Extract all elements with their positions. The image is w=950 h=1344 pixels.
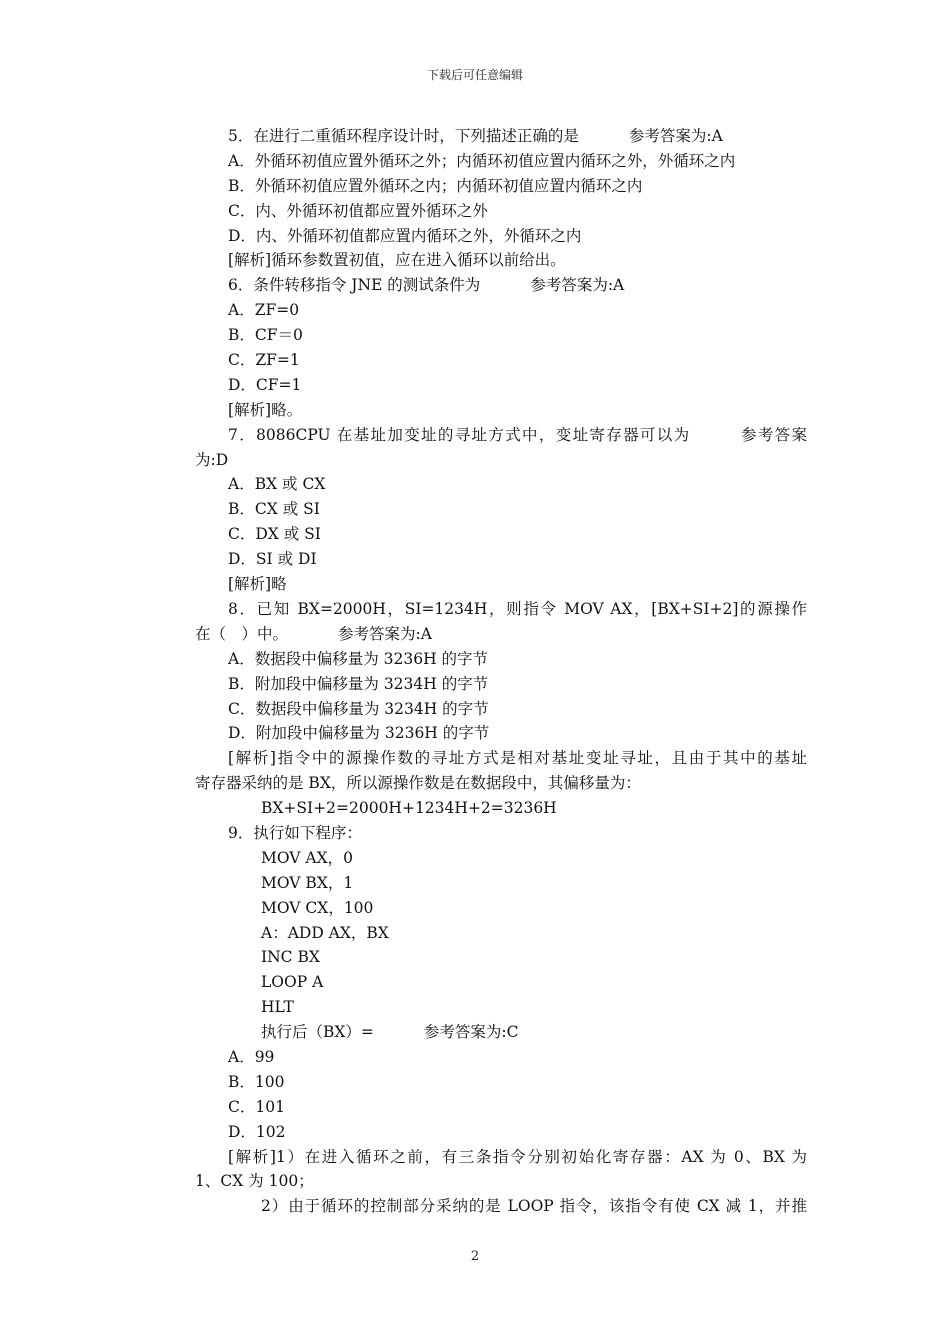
analysis-line: [解析]略 bbox=[228, 575, 287, 594]
option-line: B．CX 或 SI bbox=[228, 500, 320, 519]
option-line: C．内、外循环初值都应置外循环之外 bbox=[228, 201, 488, 220]
question-8-cont bbox=[195, 622, 807, 647]
option-line: C．数据段中偏移量为 3234H 的字节 bbox=[228, 699, 489, 718]
analysis-line: 1、CX 为 100； bbox=[195, 1172, 314, 1191]
option-line: C．DX 或 SI bbox=[228, 525, 321, 544]
code-line: A：ADD AX，BX bbox=[261, 923, 389, 942]
option-line: B．100 bbox=[228, 1072, 285, 1091]
formula-line: BX+SI+2=2000H+1234H+2=3236H bbox=[261, 799, 557, 818]
option-line: A．数据段中偏移量为 3236H 的字节 bbox=[228, 649, 489, 668]
analysis-line: 2）由于循环的控制部分采纳的是 LOOP 指令，该指令有使 CX 减 1，并推 bbox=[261, 1197, 807, 1216]
question-text: 执行后（BX）= bbox=[261, 1023, 374, 1042]
option-line: A．外循环初值应置外循环之外；内循环初值应置内循环之外，外循环之内 bbox=[228, 151, 736, 170]
option-line: D．内、外循环初值都应置内循环之外，外循环之内 bbox=[228, 226, 582, 245]
answer-ref: 参考答案为:C bbox=[423, 1023, 519, 1042]
analysis-line: [解析]循环参数置初值，应在进入循环以前给出。 bbox=[228, 251, 566, 270]
code-line: MOV BX，1 bbox=[261, 873, 354, 892]
option-line: D．CF=1 bbox=[228, 375, 302, 394]
option-line: D．SI 或 DI bbox=[228, 550, 317, 569]
code-line: HLT bbox=[261, 998, 294, 1017]
option-line: B．CF＝0 bbox=[228, 326, 303, 345]
answer-ref: 参考答案为:A bbox=[530, 276, 625, 295]
option-line: B．外循环初值应置外循环之内；内循环初值应置内循环之内 bbox=[228, 176, 643, 195]
code-line: INC BX bbox=[261, 948, 320, 967]
option-line: D．附加段中偏移量为 3236H 的字节 bbox=[228, 724, 490, 743]
analysis-line: [解析]1）在进入循环之前，有三条指令分别初始化寄存器：AX 为 0、BX 为 bbox=[228, 1147, 807, 1166]
code-line: MOV AX，0 bbox=[261, 848, 354, 867]
page-number: 2 bbox=[470, 1249, 480, 1264]
document-body bbox=[195, 124, 807, 1219]
analysis-line: 寄存器采纳的是 BX，所以源操作数是在数据段中，其偏移量为： bbox=[195, 774, 641, 793]
answer-ref: 参考答案为:A bbox=[628, 127, 723, 145]
question-8: 8．已知 BX=2000H，SI=1234H，则指令 MOV AX，[BX+SI+2]的源操作 bbox=[228, 599, 807, 618]
option-line: A．ZF=0 bbox=[228, 301, 300, 320]
option-line: C．ZF=1 bbox=[228, 351, 300, 370]
question-6 bbox=[195, 273, 807, 298]
code-line: MOV CX，100 bbox=[261, 898, 374, 917]
option-line: C．101 bbox=[228, 1097, 285, 1116]
option-line: B．附加段中偏移量为 3234H 的字节 bbox=[228, 674, 489, 693]
analysis-line: [解析]指令中的源操作数的寻址方式是相对基址变址寻址，且由于其中的基址 bbox=[228, 749, 807, 768]
question-7: 7．8086CPU 在基址加变址的寻址方式中，变址寄存器可以为 参考答案 bbox=[228, 425, 807, 444]
question-text: 在（ ）中。 bbox=[195, 624, 289, 643]
question-text: 6．条件转移指令 JNE 的测试条件为 bbox=[228, 276, 481, 295]
code-line: LOOP A bbox=[261, 973, 324, 992]
answer-ref: 参考答案为:A bbox=[338, 624, 432, 643]
analysis-line: [解析]略。 bbox=[228, 400, 303, 419]
option-line: D．102 bbox=[228, 1122, 286, 1141]
question-9-prompt bbox=[195, 1020, 807, 1045]
page-header: 下载后可任意编辑 bbox=[426, 68, 523, 82]
option-line: A．BX 或 CX bbox=[228, 475, 326, 494]
question-9: 9．执行如下程序： bbox=[228, 823, 362, 842]
question-7-cont: 为:D bbox=[195, 450, 229, 469]
question-5 bbox=[195, 124, 807, 149]
option-line: A．99 bbox=[228, 1048, 275, 1066]
question-text: 5．在进行二重循环程序设计时，下列描述正确的是 bbox=[228, 127, 579, 145]
